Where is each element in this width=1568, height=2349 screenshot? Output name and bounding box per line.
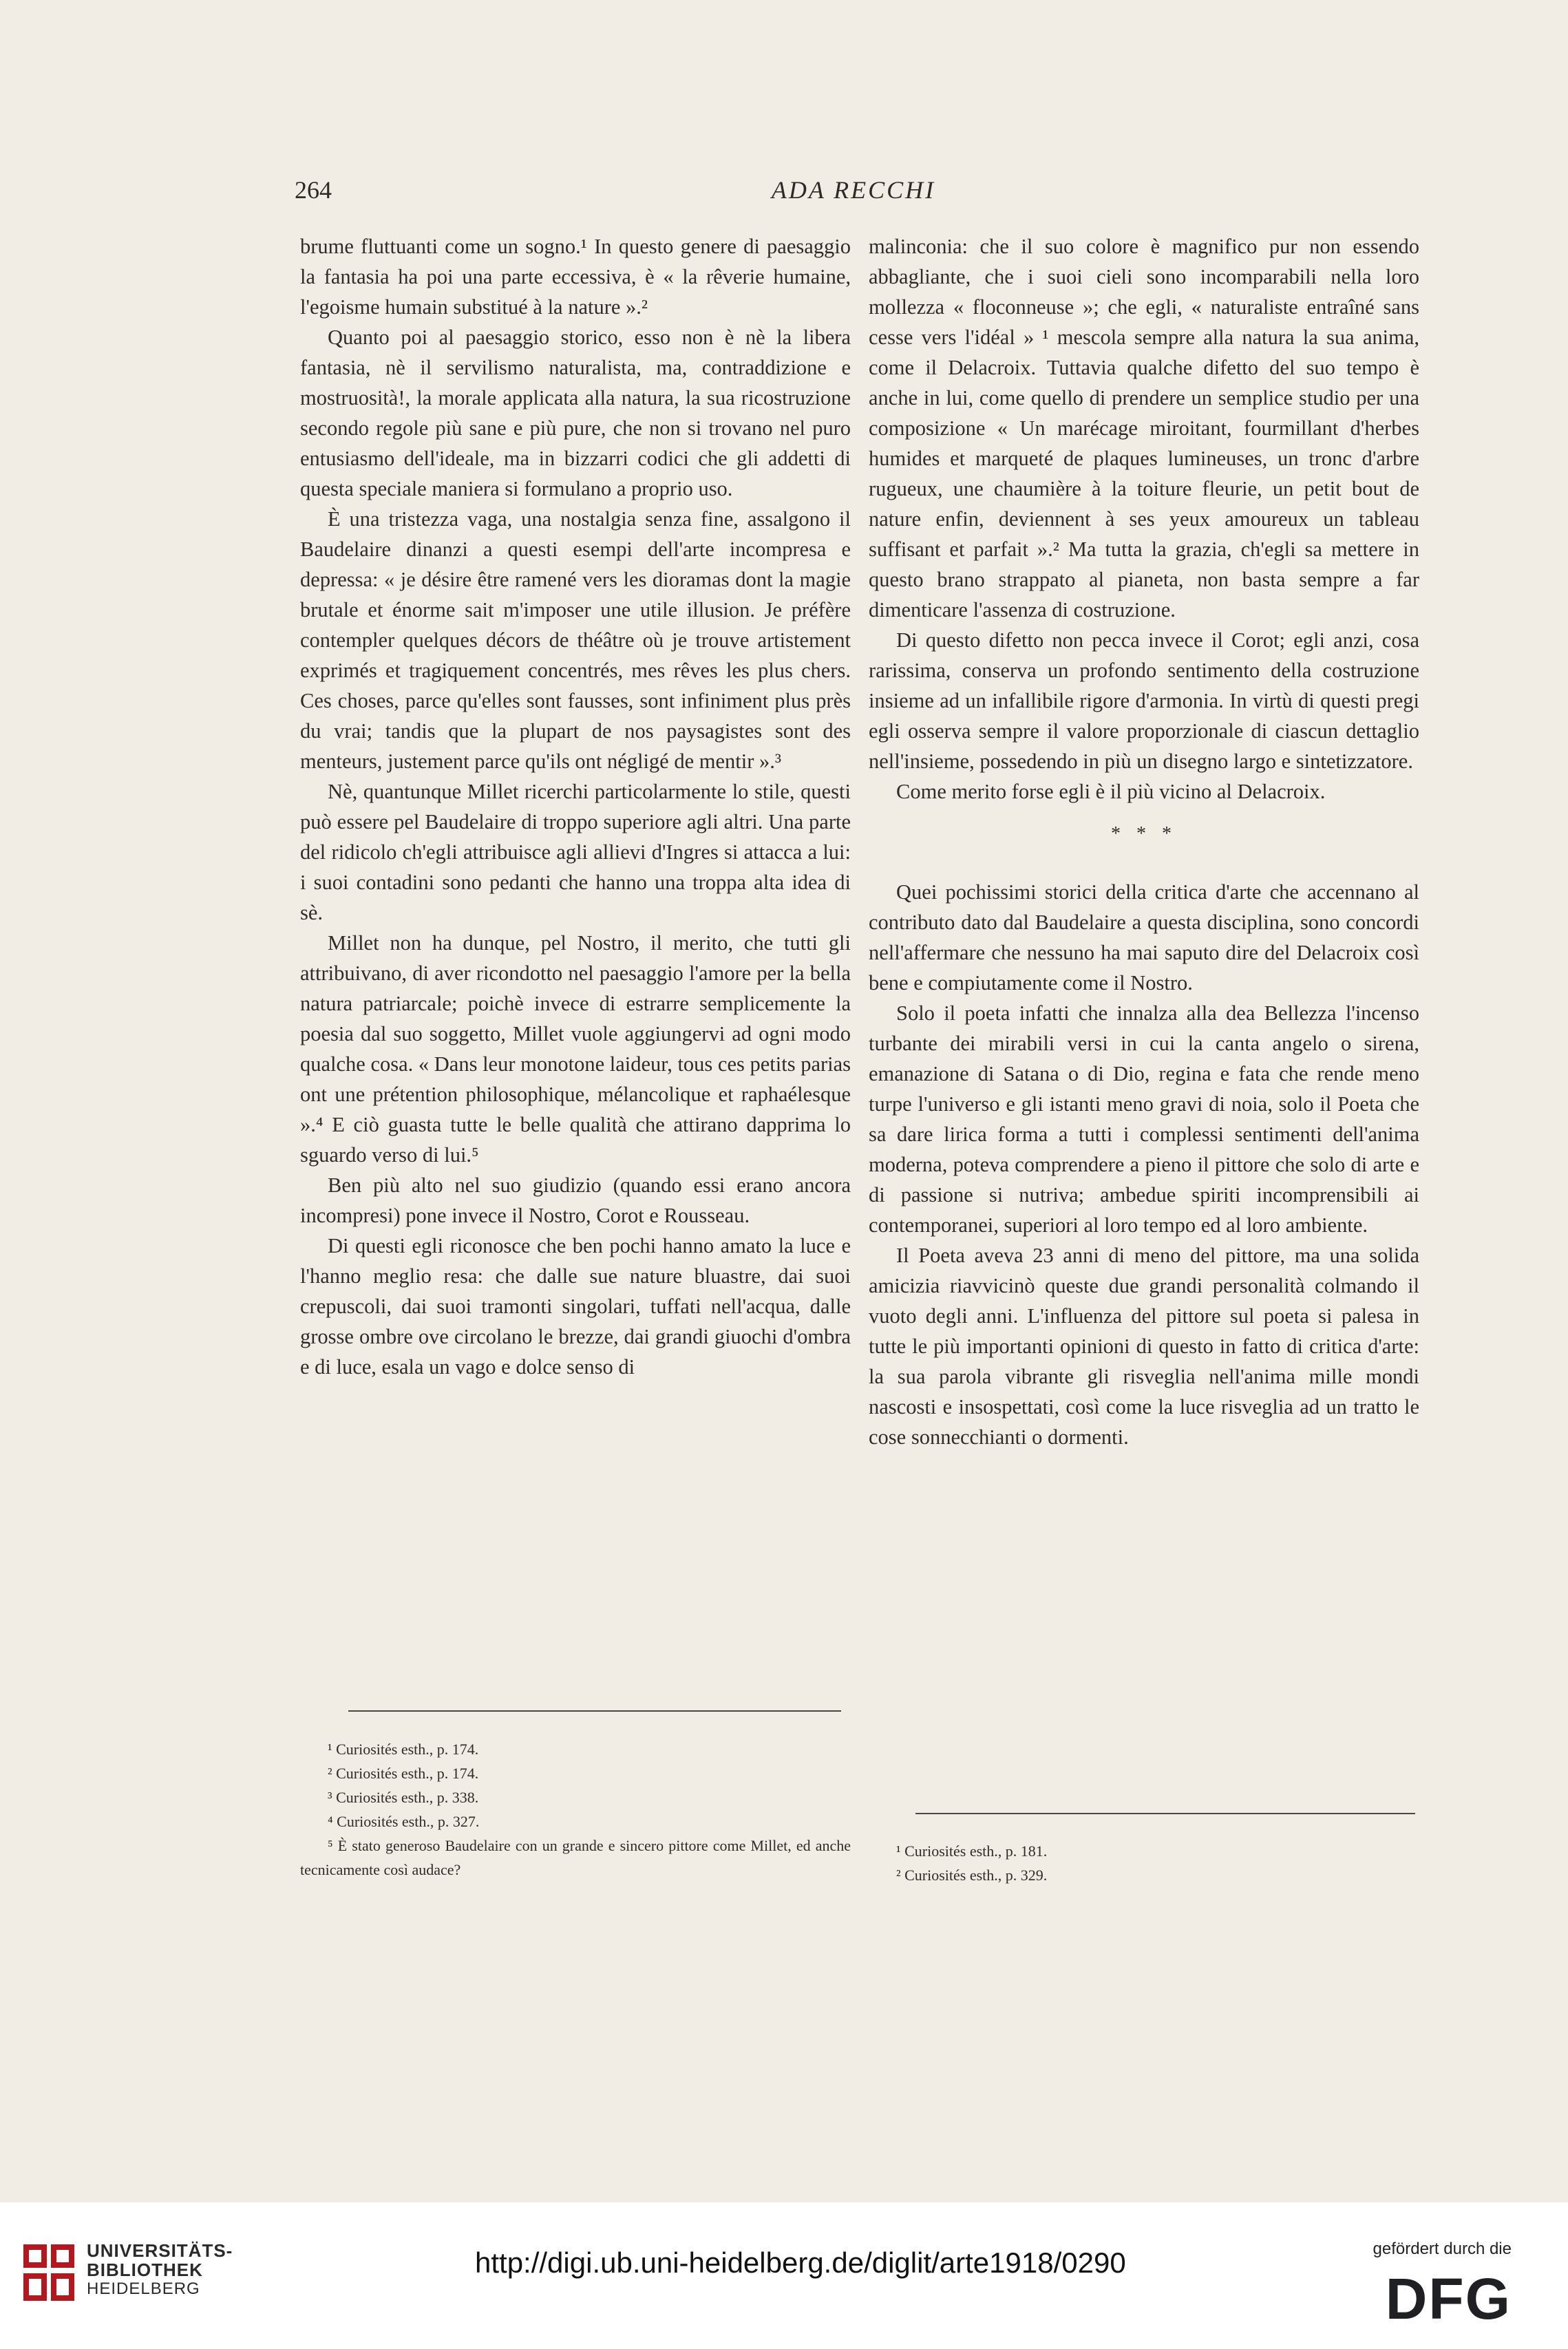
footnotes-right	[869, 1839, 1419, 1887]
running-title: ADA RECCHI	[771, 176, 936, 204]
footnote-number: ²	[896, 1867, 905, 1884]
paragraph: Ben più alto nel suo giudizio (quando essi erano ancora incompresi) pone invece il Nostro, Corot e Rousseau.	[300, 1173, 851, 1227]
footnote-text: È stato generoso Baudelaire con un grande e sincero pittore come Millet, ed anche tecnicamente così audace?	[300, 1837, 851, 1878]
viewer-footer	[0, 2202, 1568, 2349]
footnote-text: Curiosités esth., p. 174.	[336, 1765, 479, 1782]
footnote	[300, 1834, 851, 1882]
footnotes-left	[300, 1737, 851, 1882]
right-column-before-break	[869, 231, 1419, 807]
paragraph: brume fluttuanti come un sogno.¹ In questo genere di paesaggio la fantasia ha poi una parte eccessiva, è « la rêverie humaine, l'egoisme humain substitué à la nature ».²	[300, 235, 851, 319]
paragraph: Nè, quantunque Millet ricerchi particolarmente lo stile, questi può essere pel Baudelaire di troppo superiore agli altri. Una parte del ridicolo ch'egli attribuisce agli allievi d'Ingres si attacca a lui: i suoi contadini sono pedanti che hanno una troppa alta idea di sè.	[300, 780, 851, 924]
paragraph: Come merito forse egli è il più vicino al Delacroix.	[896, 780, 1326, 803]
footnote	[300, 1737, 851, 1761]
paragraph: Di questo difetto non pecca invece il Corot; egli anzi, cosa rarissima, conserva un profondo sentimento della costruzione insieme ad un infallibile rigore d'armonia. In virtù di questi pregi egli osserva sempre il valore proporzionale di ciascun dettaglio nell'insieme, possedendo in più un disegno largo e sintetizzatore.	[869, 628, 1419, 773]
paragraph: Di questi egli riconosce che ben pochi hanno amato la luce e l'hanno meglio resa: che dalle sue nature bluastre, dai suoi crepuscoli, dai suoi tramonti singolari, tuffati nell'acqua, dalle grosse ombre ove circolano le brezze, dai grandi giuochi d'ombra e di luce, esala un vago e dolce senso di	[300, 1234, 851, 1379]
footnote-number: ¹	[328, 1741, 337, 1758]
footnote	[300, 1785, 851, 1809]
footnote-text: Curiosités esth., p. 174.	[336, 1741, 479, 1758]
footnote-rule-right	[915, 1813, 1415, 1814]
footnote	[869, 1863, 1419, 1887]
footnote-text: Curiosités esth., p. 338.	[336, 1789, 479, 1806]
paragraph: malinconia: che il suo colore è magnifico pur non essendo abbagliante, che i suoi cieli sono incomparabili nella loro mollezza « floconneuse »; che egli, « naturaliste entraîné sans cesse vers l'idéal » ¹ mescola sempre alla natura la sua anima, come il Delacroix. Tuttavia qualche difetto del suo tempo è anche in lui, come quello di prendere un semplice studio per una composizione « Un marécage miroitant, fourmillant d'herbes humides et marqueté de plaques lumineuses, un tronc d'arbre rugueux, une chaumière à la toiture fleurie, un petit bout de nature enfin, deviennent à ses yeux amoureux un tableau suffisant et parfait ».² Ma tutta la grazia, ch'egli sa mettere in questo brano strappato al pianeta, non basta sempre a far dimenticare l'assenza di costruzione.	[869, 235, 1419, 621]
paragraph: Quei pochissimi storici della critica d'arte che accennano al contributo dato dal Baudelaire a questa disciplina, sono concordi nell'affermare che nessuno ha mai saputo dire del Delacroix così bene e compiutamente come il Nostro.	[869, 880, 1419, 995]
library-logo-text	[87, 2241, 233, 2299]
footnote	[300, 1809, 851, 1834]
library-name-line3: HEIDELBERG	[87, 2279, 200, 2298]
paragraph: Solo il poeta infatti che innalza alla dea Bellezza l'incenso turbante dei mirabili versi in cui la canta angelo o sirena, emanazione di Satana o di Dio, regina e fata che rende meno turpe l'universo e gli istanti meno gravi di noia, solo il Poeta che sa dare lirica forma a tutti i complessi sentimenti dell'anima moderna, poteva comprendere a pieno il pittore che solo di arte e di passione si nutriva; ambedue spiriti incomprensibili ai contemporanei, superiori al loro tempo ed al loro ambiente.	[869, 1001, 1419, 1237]
paragraph: Millet non ha dunque, pel Nostro, il merito, che tutti gli attribuivano, di aver ricondotto nel paesaggio l'amore per la bella natura patriarcale; poichè invece di estrarre semplicemente la poesia dal suo soggetto, Millet vuole aggiungervi ad ogni modo qualche cosa. « Dans leur monotone laideur, tous ces petits parias ont une prétention philosophique, mélancolique et raphaélesque ».⁴ E ciò guasta tutte le belle qualità che attirano dapprima lo sguardo verso di lui.⁵	[300, 931, 851, 1167]
footnote-text: Curiosités esth., p. 181.	[904, 1842, 1048, 1860]
right-text-column	[869, 231, 1419, 1452]
library-name-line2: BIBLIOTHEK	[87, 2260, 203, 2280]
paragraph: È una tristezza vaga, una nostalgia senza fine, assalgono il Baudelaire dinanzi a questi esempi dell'arte incompresa e depressa: « je désire être ramené vers les dioramas dont la magie brutale et énorme sait m'imposer une utile illusion. Je préfère contempler quelques décors de théâtre où je trouve artistement exprimés et tragiquement concentrés, mes rêves les plus chers. Ces choses, parce qu'elles sont fausses, sont infiniment plus près du vrai; tandis que la plupart de nos paysagistes sont des menteurs, justement parce qu'ils ont négligé de mentir ».³	[300, 507, 851, 773]
dfg-logo: DFG	[1385, 2266, 1512, 2331]
footnote-number: ⁵	[328, 1837, 338, 1854]
university-seal-icon	[19, 2242, 78, 2304]
section-break: * * *	[1111, 823, 1177, 844]
page-number: 264	[295, 176, 332, 204]
footnote	[869, 1839, 1419, 1863]
paragraph: Quanto poi al paesaggio storico, esso non è nè la libera fantasia, nè il servilismo naturalista, ma, contraddizione e mostruosità!, la morale applicata alla natura, la sua ricostruzione secondo regole più sane e più pure, che non si trovano nel puro entusiasmo dell'ideale, ma in bizzarri codici che gli addetti di questa speciale maniera si formulano a proprio uso.	[300, 326, 851, 500]
footnote-number: ²	[328, 1765, 337, 1782]
library-name-line1: UNIVERSITÄTS-	[87, 2240, 233, 2261]
left-text-column	[300, 231, 851, 1382]
footnote-text: Curiosités esth., p. 329.	[904, 1867, 1048, 1884]
right-column-after-break	[869, 877, 1419, 1452]
paragraph: Il Poeta aveva 23 anni di meno del pittore, ma una solida amicizia riavvicinò queste due grandi personalità colmando il vuoto degli anni. L'influenza del pittore sul poeta si palesa in tutte le più importanti opinioni di questo in fatto di critica d'arte: la sua parola vibrante gli risveglia nell'anima mille mondi nascosti e insospettati, così come la luce risveglia ad un tratto le cose sonnecchianti o dormenti.	[869, 1244, 1419, 1449]
funder-label: gefördert durch die	[1373, 2240, 1512, 2258]
footnote-number: ³	[328, 1789, 337, 1806]
footnote	[300, 1761, 851, 1785]
footnote-number: ⁴	[328, 1813, 337, 1830]
footnote-rule-left	[348, 1710, 841, 1712]
footnote-text: Curiosités esth., p. 327.	[337, 1813, 480, 1830]
footnote-number: ¹	[896, 1842, 905, 1860]
permalink-url[interactable]: http://digi.ub.uni-heidelberg.de/diglit/arte1918/0290	[475, 2246, 1126, 2279]
